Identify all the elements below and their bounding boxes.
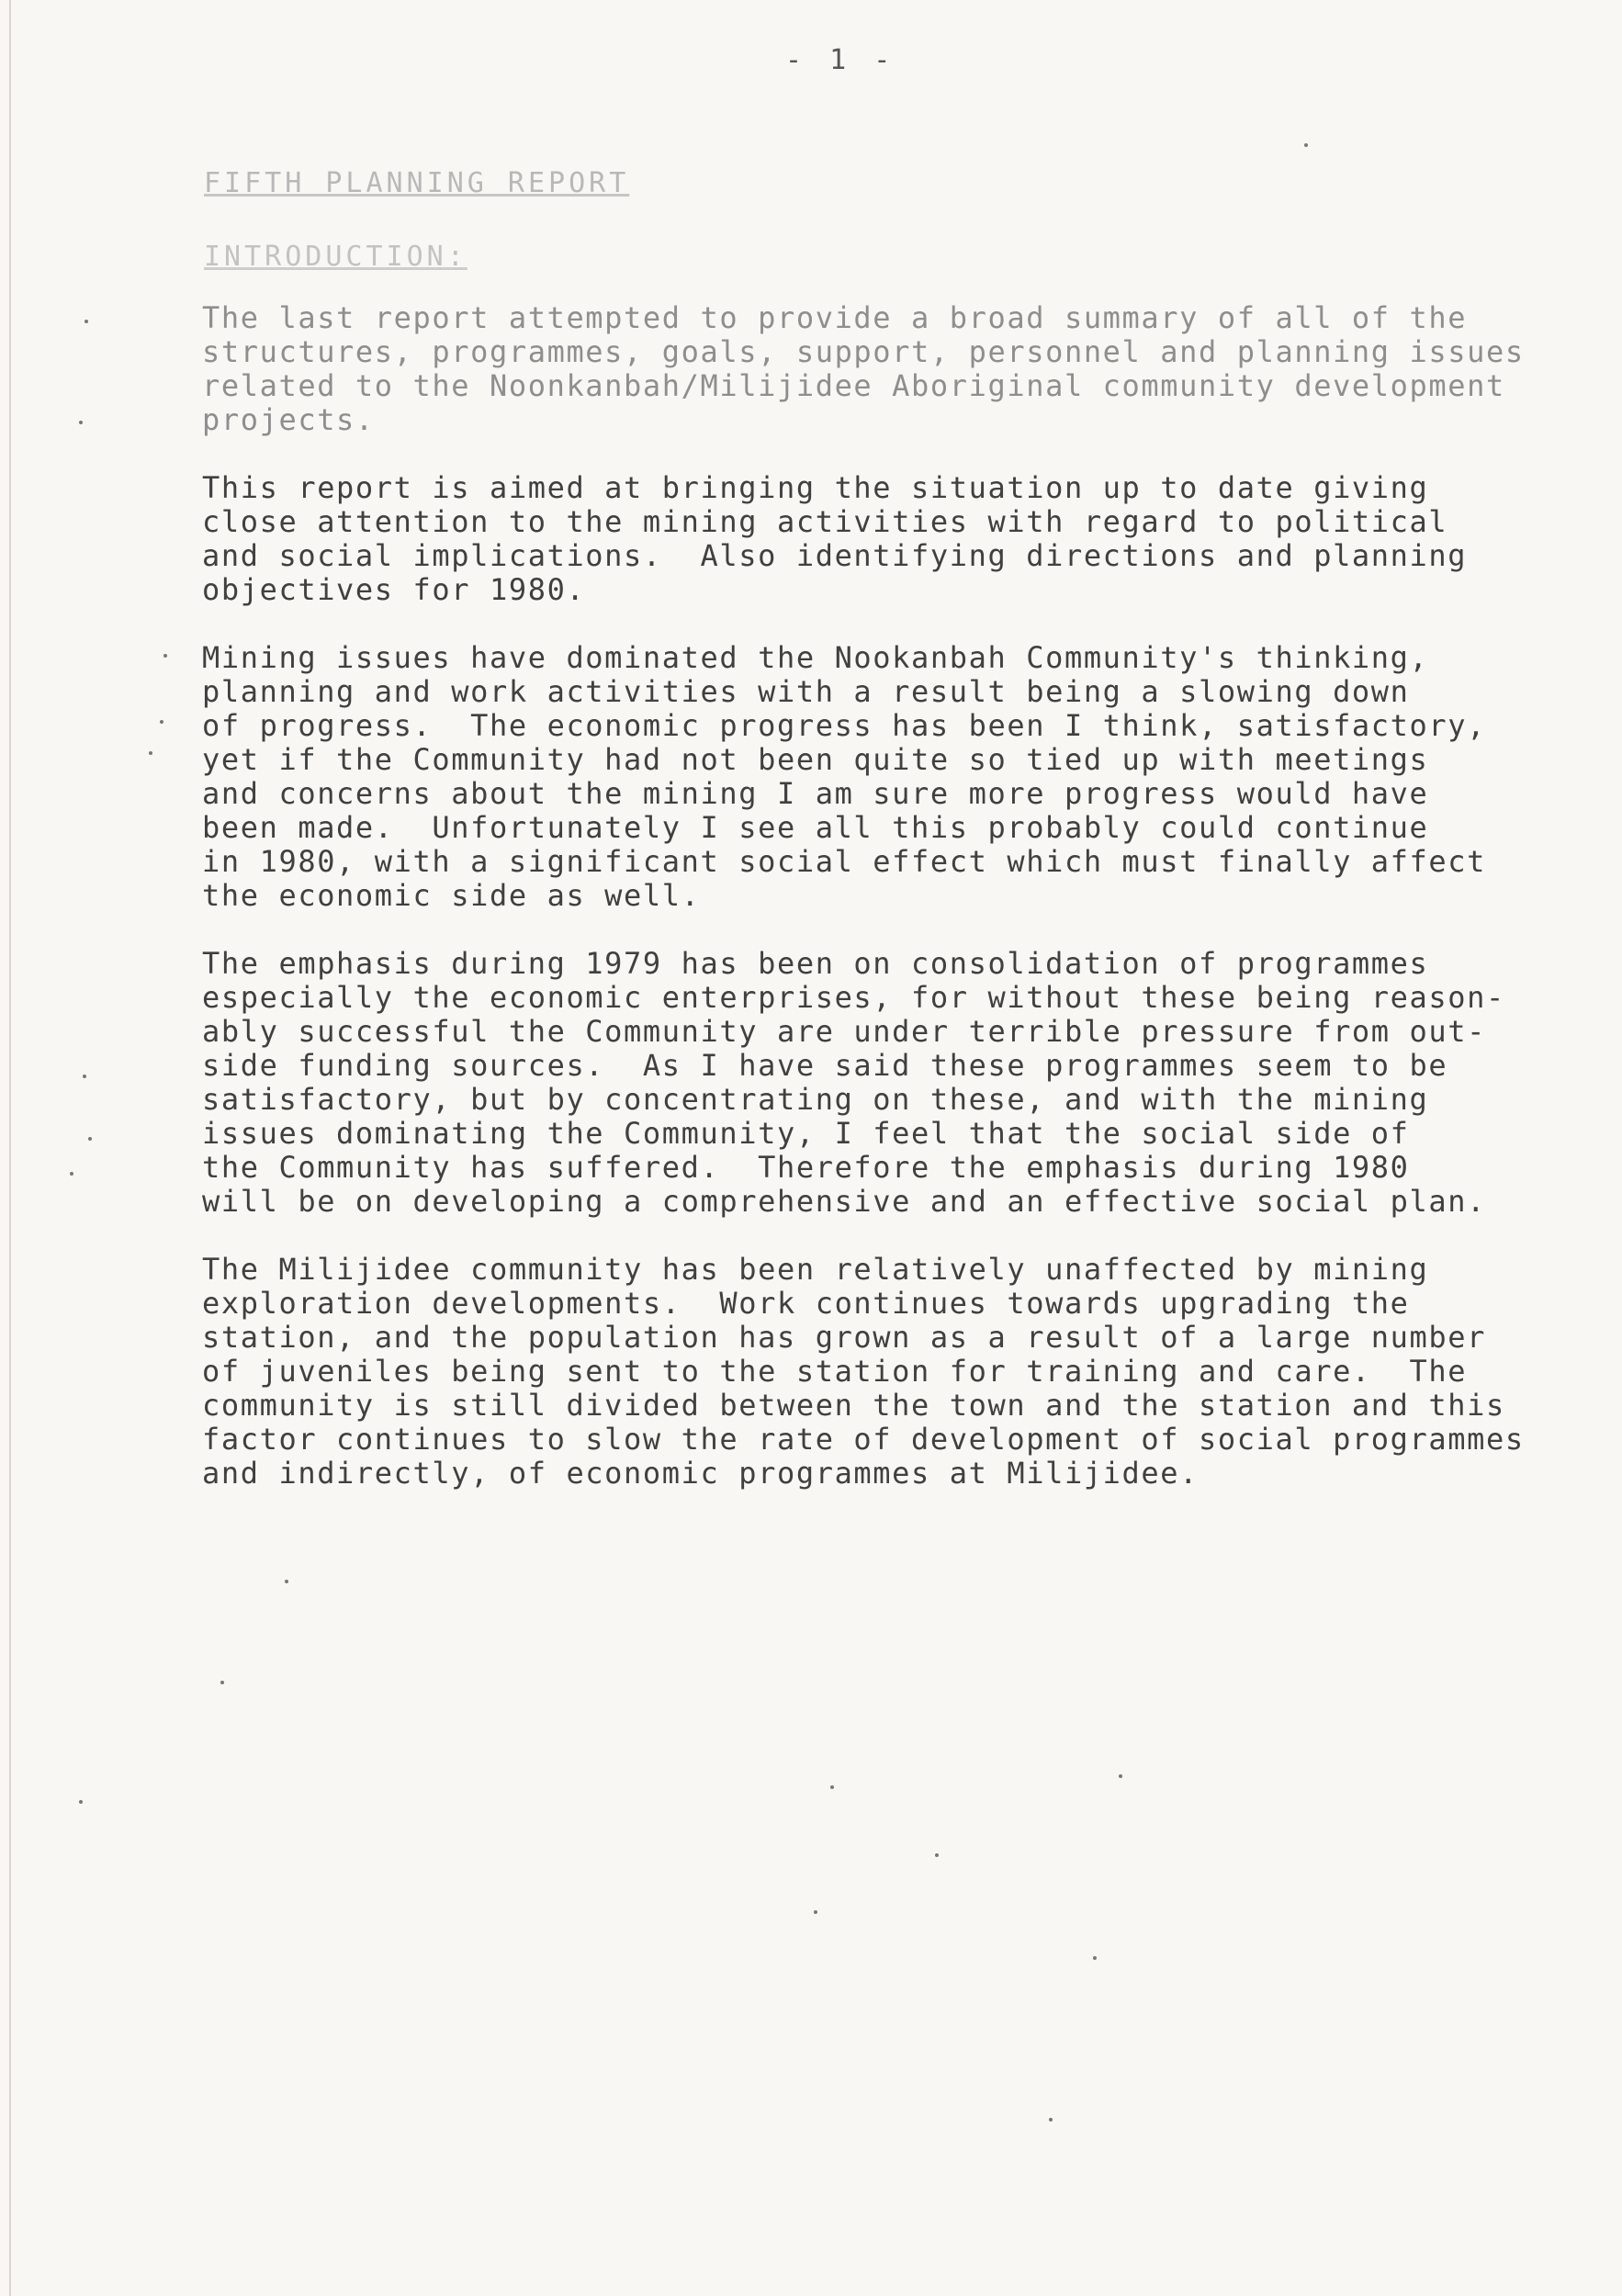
- scan-speck: [935, 1853, 939, 1857]
- text-line: the economic side as well.: [202, 878, 701, 913]
- text-line: Mining issues have dominated the Nookanbah Community's thinking,: [202, 640, 1429, 675]
- report-heading: FIFTH PLANNING REPORT: [204, 167, 630, 199]
- paragraph: [202, 301, 1616, 437]
- text-line: side funding sources. As I have said these programmes seem to be: [202, 1048, 1448, 1083]
- text-line: station, and the population has grown as a result of a large number: [202, 1320, 1486, 1355]
- scan-speck: [220, 1681, 224, 1684]
- scan-speck: [814, 1910, 817, 1914]
- page-number: - 1 -: [785, 44, 896, 76]
- text-line: will be on developing a comprehensive and an effective social plan.: [202, 1184, 1486, 1219]
- text-line: and concerns about the mining I am sure more progress would have: [202, 776, 1429, 811]
- scan-speck: [84, 320, 88, 323]
- text-line: factor continues to slow the rate of development of social programmes: [202, 1422, 1525, 1457]
- paragraph: [202, 641, 1616, 913]
- text-line: especially the economic enterprises, for without these being reason-: [202, 980, 1505, 1015]
- text-line: the Community has suffered. Therefore the emphasis during 1980: [202, 1150, 1410, 1185]
- text-line: The emphasis during 1979 has been on consolidation of programmes: [202, 946, 1429, 981]
- text-line: projects.: [202, 402, 375, 437]
- paragraph: [202, 947, 1616, 1219]
- scan-speck: [160, 720, 163, 724]
- paragraph: [202, 1253, 1616, 1491]
- text-line: close attention to the mining activities with regard to political: [202, 504, 1448, 539]
- text-line: structures, programmes, goals, support, personnel and planning issues: [202, 334, 1525, 369]
- text-line: This report is aimed at bringing the situation up to date giving: [202, 470, 1429, 505]
- paragraph: [202, 471, 1616, 607]
- text-line: ably successful the Community are under terrible pressure from out-: [202, 1014, 1486, 1049]
- text-line: exploration developments. Work continues towards upgrading the: [202, 1286, 1410, 1321]
- text-line: The Milijidee community has been relatively unaffected by mining: [202, 1252, 1429, 1287]
- text-line: in 1980, with a significant social effect which must finally affect: [202, 844, 1486, 879]
- text-line: planning and work activities with a result being a slowing down: [202, 674, 1410, 709]
- scan-speck: [79, 421, 83, 424]
- scan-speck: [1049, 2118, 1053, 2122]
- text-line: of progress. The economic progress has been I think, satisfactory,: [202, 708, 1486, 743]
- page-left-edge: [9, 0, 11, 2296]
- scan-speck: [1119, 1774, 1122, 1778]
- text-line: objectives for 1980.: [202, 572, 586, 607]
- scan-speck: [830, 1785, 834, 1789]
- text-line: of juveniles being sent to the station for training and care. The: [202, 1354, 1468, 1389]
- scan-speck: [79, 1800, 83, 1804]
- text-line: and indirectly, of economic programmes at Milijidee.: [202, 1456, 1200, 1491]
- report-body: [202, 301, 1616, 1525]
- text-line: and social implications. Also identifying directions and planning: [202, 538, 1468, 573]
- scan-speck: [163, 654, 167, 658]
- text-line: issues dominating the Community, I feel that the social side of: [202, 1116, 1410, 1151]
- scan-speck: [285, 1580, 288, 1583]
- text-line: yet if the Community had not been quite so tied up with meetings: [202, 742, 1429, 777]
- scan-speck: [83, 1075, 86, 1078]
- scan-speck: [1093, 1956, 1097, 1960]
- text-line: The last report attempted to provide a broad summary of all of the: [202, 300, 1468, 335]
- text-line: related to the Noonkanbah/Milijidee Aboriginal community development: [202, 368, 1505, 403]
- section-subheading: INTRODUCTION:: [204, 241, 467, 273]
- text-line: been made. Unfortunately I see all this probably could continue: [202, 810, 1429, 845]
- scan-speck: [88, 1137, 92, 1141]
- scan-speck: [149, 751, 152, 755]
- text-line: community is still divided between the town and the station and this: [202, 1388, 1505, 1423]
- scan-speck: [70, 1172, 73, 1176]
- text-line: satisfactory, but by concentrating on these, and with the mining: [202, 1082, 1429, 1117]
- scan-speck: [1304, 143, 1308, 147]
